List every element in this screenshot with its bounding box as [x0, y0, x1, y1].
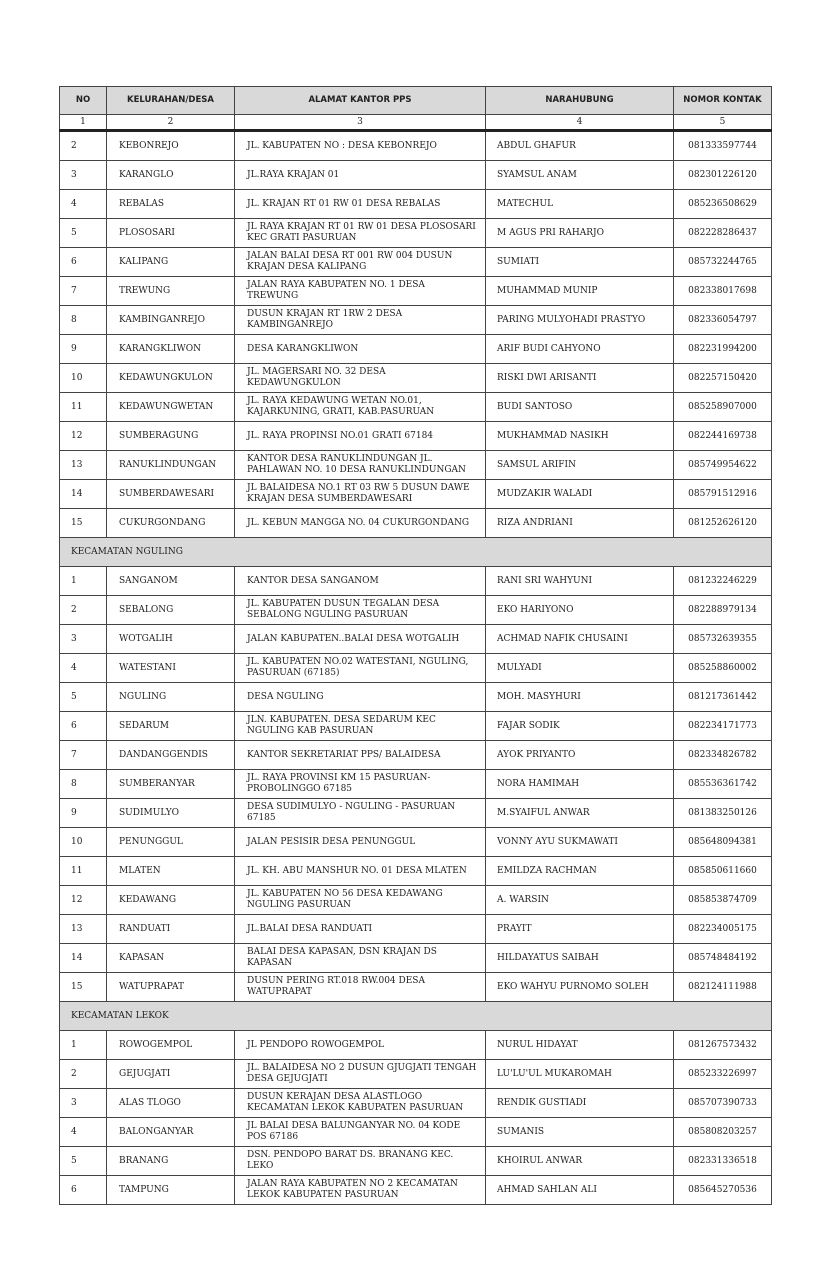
kontak-cell: 081217361442: [674, 683, 772, 712]
row-number: 2: [60, 131, 107, 161]
kontak-cell: 085645270536: [674, 1176, 772, 1205]
row-number: 11: [60, 393, 107, 422]
row-number: 8: [60, 770, 107, 799]
column-number: 3: [235, 115, 486, 131]
row-number: 12: [60, 886, 107, 915]
narahubung-cell: PRAYIT: [486, 915, 674, 944]
table-row: [60, 741, 772, 770]
narahubung-cell: EMILDZA RACHMAN: [486, 857, 674, 886]
table-row: [60, 190, 772, 219]
table-row: [60, 567, 772, 596]
narahubung-cell: M AGUS PRI RAHARJO: [486, 219, 674, 248]
row-number: 7: [60, 277, 107, 306]
section-row: [60, 1002, 772, 1031]
kelurahan-cell: WATESTANI: [107, 654, 235, 683]
pps-contact-table: [59, 86, 772, 1205]
kelurahan-cell: KEDAWUNGKULON: [107, 364, 235, 393]
kontak-cell: 082244169738: [674, 422, 772, 451]
narahubung-cell: MUDZAKIR WALADI: [486, 480, 674, 509]
kelurahan-cell: TAMPUNG: [107, 1176, 235, 1205]
kelurahan-cell: SEDARUM: [107, 712, 235, 741]
row-number: 9: [60, 799, 107, 828]
column-number-row: [60, 115, 772, 131]
table-row: [60, 422, 772, 451]
kelurahan-cell: RANDUATI: [107, 915, 235, 944]
column-number: 2: [107, 115, 235, 131]
narahubung-cell: EKO WAHYU PURNOMO SOLEH: [486, 973, 674, 1002]
row-number: 13: [60, 451, 107, 480]
table-row: [60, 161, 772, 190]
alamat-cell: JL. KABUPATEN NO.02 WATESTANI, NGULING, PASURUAN (67185): [235, 654, 486, 683]
column-number: 1: [60, 115, 107, 131]
kontak-cell: 085536361742: [674, 770, 772, 799]
table-row: [60, 364, 772, 393]
kelurahan-cell: KAPASAN: [107, 944, 235, 973]
narahubung-cell: RENDIK GUSTIADI: [486, 1089, 674, 1118]
kontak-cell: 081252626120: [674, 509, 772, 538]
kontak-cell: 082124111988: [674, 973, 772, 1002]
row-number: 6: [60, 712, 107, 741]
kelurahan-cell: MLATEN: [107, 857, 235, 886]
kelurahan-cell: ROWOGEMPOL: [107, 1031, 235, 1060]
table-row: [60, 973, 772, 1002]
section-row: [60, 538, 772, 567]
row-number: 3: [60, 1089, 107, 1118]
narahubung-cell: A. WARSIN: [486, 886, 674, 915]
alamat-cell: JALAN RAYA KABUPATEN NO. 1 DESA TREWUNG: [235, 277, 486, 306]
alamat-cell: DESA NGULING: [235, 683, 486, 712]
kontak-cell: 082338017698: [674, 277, 772, 306]
alamat-cell: DESA KARANGKLIWON: [235, 335, 486, 364]
kontak-cell: 082234005175: [674, 915, 772, 944]
row-number: 4: [60, 1118, 107, 1147]
alamat-cell: KANTOR SEKRETARIAT PPS/ BALAIDESA: [235, 741, 486, 770]
table-row: [60, 1176, 772, 1205]
kontak-cell: 082228286437: [674, 219, 772, 248]
narahubung-cell: ACHMAD NAFIK CHUSAINI: [486, 625, 674, 654]
kontak-cell: 085791512916: [674, 480, 772, 509]
alamat-cell: JALAN BALAI DESA RT 001 RW 004 DUSUN KRAJAN DESA KALIPANG: [235, 248, 486, 277]
kelurahan-cell: GEJUGJATI: [107, 1060, 235, 1089]
alamat-cell: DESA SUDIMULYO - NGULING - PASURUAN 67185: [235, 799, 486, 828]
narahubung-cell: PARING MULYOHADI PRASTYO: [486, 306, 674, 335]
column-number: 5: [674, 115, 772, 131]
narahubung-cell: MUHAMMAD MUNIP: [486, 277, 674, 306]
table-row: [60, 799, 772, 828]
alamat-cell: JL.RAYA KRAJAN 01: [235, 161, 486, 190]
row-number: 7: [60, 741, 107, 770]
narahubung-cell: M.SYAIFUL ANWAR: [486, 799, 674, 828]
kontak-cell: 085808203257: [674, 1118, 772, 1147]
kelurahan-cell: REBALAS: [107, 190, 235, 219]
kontak-cell: 085648094381: [674, 828, 772, 857]
table-row: [60, 306, 772, 335]
row-number: 1: [60, 567, 107, 596]
row-number: 14: [60, 480, 107, 509]
kelurahan-cell: WOTGALIH: [107, 625, 235, 654]
narahubung-cell: RANI SRI WAHYUNI: [486, 567, 674, 596]
alamat-cell: JL BALAI DESA BALUNGANYAR NO. 04 KODE POS 67186: [235, 1118, 486, 1147]
kontak-cell: 085748484192: [674, 944, 772, 973]
row-number: 11: [60, 857, 107, 886]
kontak-cell: 081333597744: [674, 131, 772, 161]
kontak-cell: 082334826782: [674, 741, 772, 770]
kelurahan-cell: CUKURGONDANG: [107, 509, 235, 538]
table-row: [60, 451, 772, 480]
alamat-cell: DUSUN PERING RT.018 RW.004 DESA WATUPRAPAT: [235, 973, 486, 1002]
kontak-cell: 082336054797: [674, 306, 772, 335]
alamat-cell: JALAN KABUPATEN..BALAI DESA WOTGALIH: [235, 625, 486, 654]
kontak-cell: 081267573432: [674, 1031, 772, 1060]
kontak-cell: 082288979134: [674, 596, 772, 625]
row-number: 1: [60, 1031, 107, 1060]
row-number: 6: [60, 1176, 107, 1205]
narahubung-cell: KHOIRUL ANWAR: [486, 1147, 674, 1176]
kelurahan-cell: KALIPANG: [107, 248, 235, 277]
kontak-cell: 081383250126: [674, 799, 772, 828]
kelurahan-cell: SUMBERANYAR: [107, 770, 235, 799]
kontak-cell: 085732639355: [674, 625, 772, 654]
narahubung-cell: NURUL HIDAYAT: [486, 1031, 674, 1060]
narahubung-cell: AHMAD SAHLAN ALI: [486, 1176, 674, 1205]
alamat-cell: JL. KH. ABU MANSHUR NO. 01 DESA MLATEN: [235, 857, 486, 886]
table-row: [60, 625, 772, 654]
header-row: [60, 87, 772, 115]
alamat-cell: JL. KABUPATEN NO 56 DESA KEDAWANG NGULING PASURUAN: [235, 886, 486, 915]
kelurahan-cell: KEDAWUNGWETAN: [107, 393, 235, 422]
row-number: 3: [60, 625, 107, 654]
alamat-cell: JALAN RAYA KABUPATEN NO 2 KECAMATAN LEKOK KABUPATEN PASURUAN: [235, 1176, 486, 1205]
row-number: 12: [60, 422, 107, 451]
narahubung-cell: SAMSUL ARIFIN: [486, 451, 674, 480]
row-number: 4: [60, 190, 107, 219]
table-row: [60, 335, 772, 364]
row-number: 5: [60, 683, 107, 712]
table-row: [60, 393, 772, 422]
row-number: 4: [60, 654, 107, 683]
table-row: [60, 1147, 772, 1176]
kelurahan-cell: KEDAWANG: [107, 886, 235, 915]
kontak-cell: 085749954622: [674, 451, 772, 480]
table-row: [60, 828, 772, 857]
alamat-cell: KANTOR DESA RANUKLINDUNGAN JL. PAHLAWAN NO. 10 DESA RANUKLINDUNGAN: [235, 451, 486, 480]
row-number: 10: [60, 828, 107, 857]
kelurahan-cell: PENUNGGUL: [107, 828, 235, 857]
table-row: [60, 886, 772, 915]
row-number: 2: [60, 596, 107, 625]
kelurahan-cell: RANUKLINDUNGAN: [107, 451, 235, 480]
alamat-cell: JL RAYA KRAJAN RT 01 RW 01 DESA PLOSOSARI KEC GRATI PASURUAN: [235, 219, 486, 248]
table-row: [60, 654, 772, 683]
narahubung-cell: HILDAYATUS SAIBAH: [486, 944, 674, 973]
alamat-cell: JALAN PESISIR DESA PENUNGGUL: [235, 828, 486, 857]
table-row: [60, 509, 772, 538]
table-row: [60, 1118, 772, 1147]
column-header-kelurahan: KELURAHAN/DESA: [107, 87, 235, 115]
row-number: 5: [60, 1147, 107, 1176]
narahubung-cell: BUDI SANTOSO: [486, 393, 674, 422]
table-row: [60, 480, 772, 509]
alamat-cell: JL. MAGERSARI NO. 32 DESA KEDAWUNGKULON: [235, 364, 486, 393]
table-row: [60, 1060, 772, 1089]
kelurahan-cell: WATUPRAPAT: [107, 973, 235, 1002]
narahubung-cell: LU'LU'UL MUKAROMAH: [486, 1060, 674, 1089]
alamat-cell: JL. RAYA PROVINSI KM 15 PASURUAN-PROBOLINGGO 67185: [235, 770, 486, 799]
kelurahan-cell: TREWUNG: [107, 277, 235, 306]
table-row: [60, 277, 772, 306]
table-row: [60, 770, 772, 799]
narahubung-cell: MUKHAMMAD NASIKH: [486, 422, 674, 451]
alamat-cell: DSN. PENDOPO BARAT DS. BRANANG KEC. LEKO: [235, 1147, 486, 1176]
row-number: 6: [60, 248, 107, 277]
row-number: 15: [60, 973, 107, 1002]
alamat-cell: JL. RAYA PROPINSI NO.01 GRATI 67184: [235, 422, 486, 451]
row-number: 15: [60, 509, 107, 538]
narahubung-cell: MOH. MASYHURI: [486, 683, 674, 712]
table-body: [60, 131, 772, 1205]
row-number: 13: [60, 915, 107, 944]
kelurahan-cell: DANDANGGENDIS: [107, 741, 235, 770]
table-row: [60, 944, 772, 973]
kontak-cell: 082331336518: [674, 1147, 772, 1176]
narahubung-cell: SYAMSUL ANAM: [486, 161, 674, 190]
table-row: [60, 248, 772, 277]
alamat-cell: JL. BALAIDESA NO 2 DUSUN GJUGJATI TENGAH DESA GEJUGJATI: [235, 1060, 486, 1089]
row-number: 2: [60, 1060, 107, 1089]
kelurahan-cell: NGULING: [107, 683, 235, 712]
kelurahan-cell: SEBALONG: [107, 596, 235, 625]
narahubung-cell: MATECHUL: [486, 190, 674, 219]
alamat-cell: JL. KABUPATEN DUSUN TEGALAN DESA SEBALONG NGULING PASURUAN: [235, 596, 486, 625]
alamat-cell: BALAI DESA KAPASAN, DSN KRAJAN DS KAPASAN: [235, 944, 486, 973]
kelurahan-cell: SUDIMULYO: [107, 799, 235, 828]
table-row: [60, 915, 772, 944]
row-number: 5: [60, 219, 107, 248]
kelurahan-cell: PLOSOSARI: [107, 219, 235, 248]
column-number: 4: [486, 115, 674, 131]
narahubung-cell: ABDUL GHAFUR: [486, 131, 674, 161]
alamat-cell: DUSUN KRAJAN RT 1RW 2 DESA KAMBINGANREJO: [235, 306, 486, 335]
kelurahan-cell: KEBONREJO: [107, 131, 235, 161]
row-number: 8: [60, 306, 107, 335]
narahubung-cell: AYOK PRIYANTO: [486, 741, 674, 770]
kelurahan-cell: KARANGKLIWON: [107, 335, 235, 364]
kontak-cell: 082301226120: [674, 161, 772, 190]
narahubung-cell: FAJAR SODIK: [486, 712, 674, 741]
kelurahan-cell: SANGANOM: [107, 567, 235, 596]
section-title: KECAMATAN NGULING: [60, 538, 772, 567]
kontak-cell: 081232246229: [674, 567, 772, 596]
kontak-cell: 085732244765: [674, 248, 772, 277]
alamat-cell: KANTOR DESA SANGANOM: [235, 567, 486, 596]
narahubung-cell: VONNY AYU SUKMAWATI: [486, 828, 674, 857]
alamat-cell: JL PENDOPO ROWOGEMPOL: [235, 1031, 486, 1060]
alamat-cell: JLN. KABUPATEN. DESA SEDARUM KEC NGULING KAB PASURUAN: [235, 712, 486, 741]
row-number: 10: [60, 364, 107, 393]
column-header-kontak: NOMOR KONTAK: [674, 87, 772, 115]
alamat-cell: JL. KRAJAN RT 01 RW 01 DESA REBALAS: [235, 190, 486, 219]
kontak-cell: 082234171773: [674, 712, 772, 741]
kelurahan-cell: KARANGLO: [107, 161, 235, 190]
table-row: [60, 857, 772, 886]
kelurahan-cell: BRANANG: [107, 1147, 235, 1176]
table-row: [60, 712, 772, 741]
table-row: [60, 131, 772, 161]
kontak-cell: 082257150420: [674, 364, 772, 393]
kelurahan-cell: KAMBINGANREJO: [107, 306, 235, 335]
narahubung-cell: SUMIATI: [486, 248, 674, 277]
table-row: [60, 683, 772, 712]
narahubung-cell: ARIF BUDI CAHYONO: [486, 335, 674, 364]
kontak-cell: 085236508629: [674, 190, 772, 219]
section-title: KECAMATAN LEKOK: [60, 1002, 772, 1031]
alamat-cell: JL. RAYA KEDAWUNG WETAN NO.01, KAJARKUNING, GRATI, KAB.PASURUAN: [235, 393, 486, 422]
table-row: [60, 219, 772, 248]
alamat-cell: JL. KEBUN MANGGA NO. 04 CUKURGONDANG: [235, 509, 486, 538]
table-row: [60, 596, 772, 625]
kontak-cell: 085258907000: [674, 393, 772, 422]
narahubung-cell: RIZA ANDRIANI: [486, 509, 674, 538]
row-number: 14: [60, 944, 107, 973]
kelurahan-cell: BALONGANYAR: [107, 1118, 235, 1147]
kontak-cell: 085853874709: [674, 886, 772, 915]
alamat-cell: JL BALAIDESA NO.1 RT 03 RW 5 DUSUN DAWE KRAJAN DESA SUMBERDAWESARI: [235, 480, 486, 509]
alamat-cell: JL.BALAI DESA RANDUATI: [235, 915, 486, 944]
alamat-cell: DUSUN KERAJAN DESA ALASTLOGO KECAMATAN LEKOK KABUPATEN PASURUAN: [235, 1089, 486, 1118]
kontak-cell: 085850611660: [674, 857, 772, 886]
narahubung-cell: RISKI DWI ARISANTI: [486, 364, 674, 393]
kelurahan-cell: SUMBERAGUNG: [107, 422, 235, 451]
narahubung-cell: EKO HARIYONO: [486, 596, 674, 625]
narahubung-cell: NORA HAMIMAH: [486, 770, 674, 799]
row-number: 9: [60, 335, 107, 364]
column-header-narahubung: NARAHUBUNG: [486, 87, 674, 115]
column-header-no: NO: [60, 87, 107, 115]
row-number: 3: [60, 161, 107, 190]
narahubung-cell: MULYADI: [486, 654, 674, 683]
kontak-cell: 082231994200: [674, 335, 772, 364]
kelurahan-cell: SUMBERDAWESARI: [107, 480, 235, 509]
kontak-cell: 085258860002: [674, 654, 772, 683]
alamat-cell: JL. KABUPATEN NO : DESA KEBONREJO: [235, 131, 486, 161]
column-header-alamat: ALAMAT KANTOR PPS: [235, 87, 486, 115]
table-row: [60, 1089, 772, 1118]
kontak-cell: 085233226997: [674, 1060, 772, 1089]
kelurahan-cell: ALAS TLOGO: [107, 1089, 235, 1118]
narahubung-cell: SUMANIS: [486, 1118, 674, 1147]
kontak-cell: 085707390733: [674, 1089, 772, 1118]
table-row: [60, 1031, 772, 1060]
